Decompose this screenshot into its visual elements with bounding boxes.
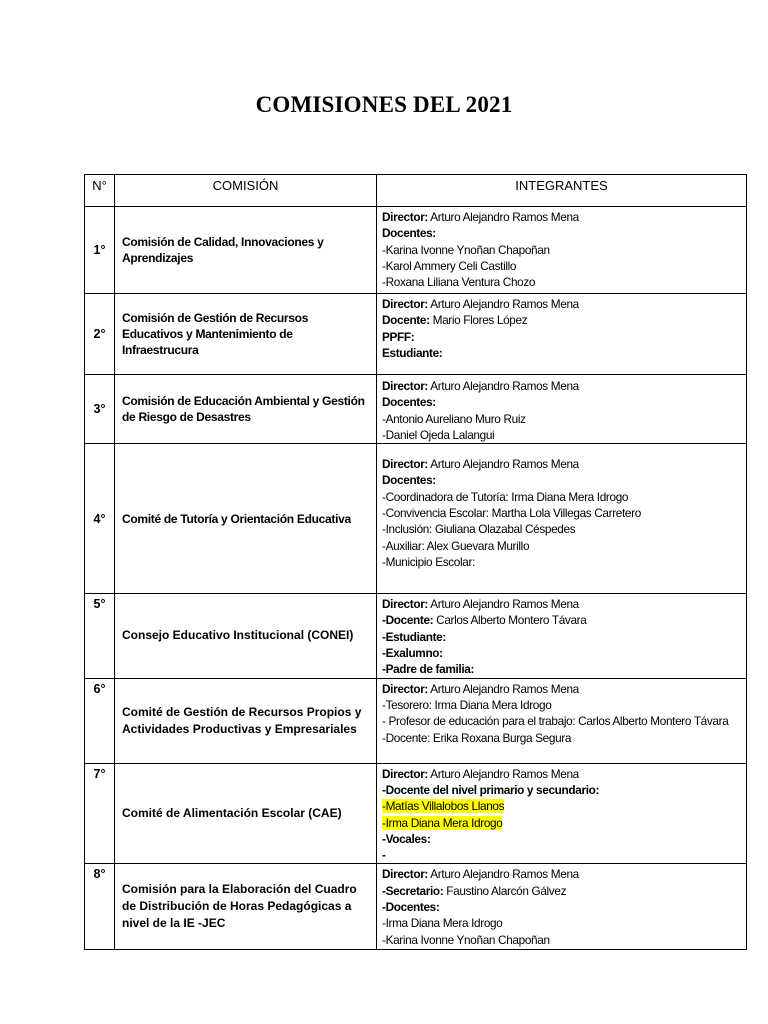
member-name: Arturo Alejandro Ramos Mena — [428, 297, 579, 311]
members-cell — [377, 678, 747, 763]
member-name: -Convivencia Escolar: Martha Lola Villegas Carretero — [382, 506, 641, 521]
member-name: -Tesorero: Irma Diana Mera Idrogo — [382, 697, 552, 712]
member-role-label: -Docente del nivel primario y secundario: — [382, 782, 600, 797]
member-name: Arturo Alejandro Ramos Mena — [428, 379, 579, 393]
member-line — [382, 661, 742, 677]
member-line — [382, 378, 742, 394]
table-row — [85, 678, 747, 763]
member-line — [382, 312, 742, 328]
members-cell — [377, 864, 747, 950]
members-cell — [377, 294, 747, 375]
member-line — [382, 713, 742, 729]
member-role-label: Docentes: — [382, 395, 436, 410]
member-line — [382, 505, 742, 521]
member-name: -Coordinadora de Tutoría: Irma Diana Mera Idrogo — [382, 489, 629, 504]
member-role-label: Director: — [382, 766, 429, 781]
member-line — [382, 915, 742, 931]
member-role-label: -Secretario: — [382, 883, 444, 898]
member-line — [382, 730, 742, 746]
member-line — [382, 899, 742, 915]
member-line — [382, 831, 742, 847]
member-name: -Inclusión: Giuliana Olazabal Céspedes — [382, 522, 576, 537]
table-row — [85, 594, 747, 678]
member-line — [382, 629, 742, 645]
commission-name: Comisión de Educación Ambiental y Gestión de Riesgo de Desastres — [115, 375, 377, 444]
member-line — [382, 456, 742, 472]
member-role-label: -Estudiante: — [382, 629, 446, 644]
member-name: -Irma Diana Mera Idrogo — [382, 916, 503, 931]
commission-name: Consejo Educativo Institucional (CONEI) — [115, 594, 377, 678]
member-name: -Municipio Escolar: — [382, 554, 476, 569]
member-role-label: Director: — [382, 379, 429, 393]
members-cell — [377, 594, 747, 678]
member-line — [382, 798, 742, 814]
table-row — [85, 763, 747, 864]
member-name: - Profesor de educación para el trabajo: Carlos Alberto Montero Távara — [382, 714, 729, 729]
commission-name: Comité de Alimentación Escolar (CAE) — [115, 763, 377, 864]
row-number: 7° — [85, 763, 115, 864]
member-role-label: PPFF: — [382, 329, 415, 344]
member-name: -Karina Ivonne Ynoñan Chapoñan — [382, 932, 550, 947]
member-line — [382, 681, 742, 697]
header-number: N° — [85, 175, 115, 207]
member-role-label: Estudiante: — [382, 345, 443, 360]
page-title: COMISIONES DEL 2021 — [255, 92, 513, 117]
commissions-table — [84, 174, 747, 950]
row-number: 8° — [85, 864, 115, 950]
member-name: -Irma Diana Mera Idrogo — [382, 815, 503, 830]
row-number: 1° — [85, 207, 115, 294]
table-body — [85, 207, 747, 950]
member-name: -Karina Ivonne Ynoñan Chapoñan — [382, 242, 550, 257]
member-line — [382, 847, 742, 863]
members-cell — [377, 375, 747, 444]
member-line — [382, 932, 742, 948]
member-name: Faustino Alarcón Gálvez — [443, 883, 567, 898]
commission-name: Comité de Gestión de Recursos Propios y Actividades Productivas y Empresariales — [115, 678, 377, 763]
member-line — [382, 258, 742, 274]
table-row — [85, 294, 747, 375]
row-number: 3° — [85, 375, 115, 444]
members-cell — [377, 444, 747, 594]
member-name: -Matías Villalobos Llanos — [382, 799, 505, 814]
member-name: Arturo Alejandro Ramos Mena — [428, 766, 579, 781]
member-line — [382, 612, 742, 628]
commission-name: Comisión para la Elaboración del Cuadro de Distribución de Horas Pedagógicas a nivel de la IE -JEC — [115, 864, 377, 950]
member-line — [382, 274, 742, 290]
member-name: -Docente: Erika Roxana Burga Segura — [382, 730, 572, 745]
member-name: Arturo Alejandro Ramos Mena — [428, 597, 579, 612]
member-line — [382, 538, 742, 554]
member-line — [382, 866, 742, 882]
row-number: 5° — [85, 594, 115, 678]
member-name: -Daniel Ojeda Lalangui — [382, 427, 495, 442]
member-role-label: Director: — [382, 681, 429, 696]
member-line — [382, 242, 742, 258]
table-row — [85, 444, 747, 594]
member-name: -Antonio Aureliano Muro Ruiz — [382, 411, 526, 426]
row-number: 4° — [85, 444, 115, 594]
member-line — [382, 521, 742, 537]
member-line — [382, 427, 742, 443]
member-line — [382, 697, 742, 713]
member-line — [382, 394, 742, 410]
table-row — [85, 864, 747, 950]
table-row — [85, 207, 747, 294]
member-name: Arturo Alejandro Ramos Mena — [428, 867, 579, 882]
member-name: -Auxiliar: Alex Guevara Murillo — [382, 538, 530, 553]
member-line — [382, 296, 742, 312]
member-role-label: -Vocales: — [382, 831, 431, 846]
member-role-label: Docentes: — [382, 473, 436, 488]
member-role-label: Director: — [382, 297, 429, 311]
header-commission: COMISIÓN — [115, 175, 377, 207]
member-role-label: Director: — [382, 457, 429, 472]
row-number: 6° — [85, 678, 115, 763]
member-line — [382, 645, 742, 661]
members-cell — [377, 763, 747, 864]
member-role-label: Director: — [382, 597, 429, 612]
member-name: -Karol Ammery Celi Castillo — [382, 258, 517, 273]
member-line — [382, 329, 742, 345]
member-name: Carlos Alberto Montero Távara — [433, 613, 587, 628]
member-role-label: - — [382, 848, 386, 863]
member-role-label: -Padre de familia: — [382, 662, 475, 677]
member-line — [382, 815, 742, 831]
member-name: -Roxana Liliana Ventura Chozo — [382, 275, 536, 290]
member-role-label: Director: — [382, 867, 429, 882]
table-header-row — [85, 175, 747, 207]
members-cell — [377, 207, 747, 294]
member-line — [382, 766, 742, 782]
member-line — [382, 489, 742, 505]
member-role-label: -Docente: — [382, 613, 434, 628]
member-line — [382, 472, 742, 488]
member-line — [382, 883, 742, 899]
commission-name: Comisión de Gestión de Recursos Educativos y Mantenimiento de Infraestrucura — [115, 294, 377, 375]
row-number: 2° — [85, 294, 115, 375]
member-name: Arturo Alejandro Ramos Mena — [428, 681, 579, 696]
header-members: INTEGRANTES — [377, 175, 747, 207]
member-role-label: -Docentes: — [382, 900, 440, 915]
member-name: Arturo Alejandro Ramos Mena — [428, 457, 579, 472]
member-name: Mario Flores López — [429, 313, 528, 328]
member-line — [382, 411, 742, 427]
member-line — [382, 209, 742, 225]
member-role-label: Docentes: — [382, 226, 436, 241]
member-name: Arturo Alejandro Ramos Mena — [428, 210, 579, 224]
member-role-label: Docente: — [382, 313, 430, 328]
member-line — [382, 345, 742, 361]
member-line — [382, 596, 742, 612]
member-line — [382, 782, 742, 798]
member-role-label: Director: — [382, 210, 429, 224]
commission-name: Comisión de Calidad, Innovaciones y Aprendizajes — [115, 207, 377, 294]
member-line — [382, 554, 742, 570]
member-line — [382, 225, 742, 241]
table-row — [85, 375, 747, 444]
member-role-label: -Exalumno: — [382, 646, 443, 661]
commission-name: Comité de Tutoría y Orientación Educativa — [115, 444, 377, 594]
